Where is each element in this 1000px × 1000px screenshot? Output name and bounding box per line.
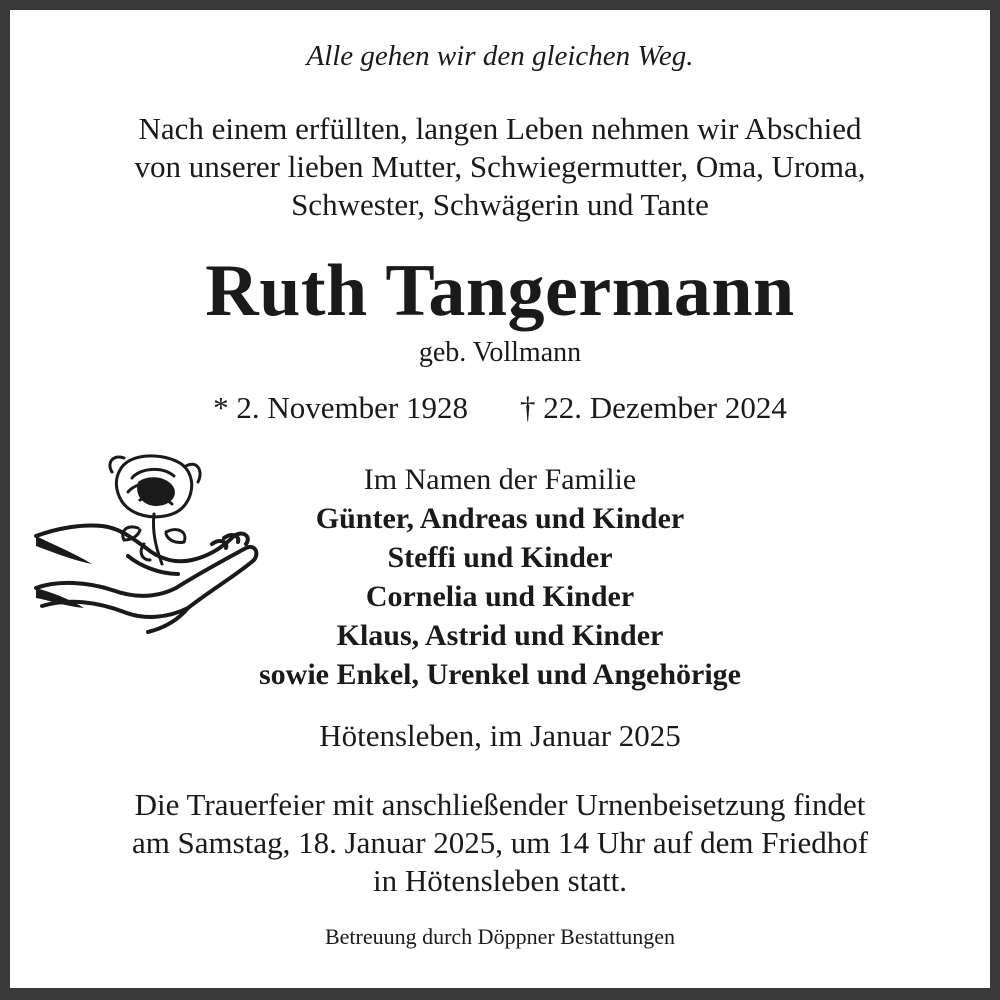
service-line: in Hötensleben statt. [373, 863, 627, 898]
place-date: Hötensleben, im Januar 2025 [319, 718, 681, 753]
birth-date: * 2. November 1928 [213, 390, 468, 425]
family-member: sowie Enkel, Urenkel und Angehörige [258, 658, 741, 691]
service-line: am Samstag, 18. Januar 2025, um 14 Uhr auf dem Friedhof [131, 825, 869, 860]
service-line: Die Trauerfeier mit anschließender Urnenbeisetzung findet [134, 787, 866, 822]
intro-line: von unserer lieben Mutter, Schwiegermutter, Oma, Uroma, [134, 149, 866, 184]
motto: Alle gehen wir den gleichen Weg. [306, 40, 694, 72]
intro-line: Nach einem erfüllten, langen Leben nehmen wir Abschied [138, 111, 862, 146]
life-dates [10, 390, 990, 426]
family-intro: Im Namen der Familie [363, 463, 637, 496]
obituary-notice [10, 10, 990, 988]
family-member: Steffi und Kinder [387, 541, 613, 574]
undertaker-credit: Betreuung durch Döppner Bestattungen [324, 924, 676, 949]
death-date: † 22. Dezember 2024 [519, 390, 787, 425]
service-info [10, 786, 990, 900]
intro-line: Schwester, Schwägerin und Tante [291, 187, 709, 222]
family-member: Cornelia und Kinder [365, 580, 635, 613]
birth-name: geb. Vollmann [418, 337, 582, 368]
deceased-name: Ruth Tangermann [205, 250, 795, 332]
family-member: Günter, Andreas und Kinder [315, 502, 685, 535]
intro-text [10, 110, 990, 224]
family-signature [10, 460, 990, 694]
family-member: Klaus, Astrid und Kinder [336, 619, 664, 652]
